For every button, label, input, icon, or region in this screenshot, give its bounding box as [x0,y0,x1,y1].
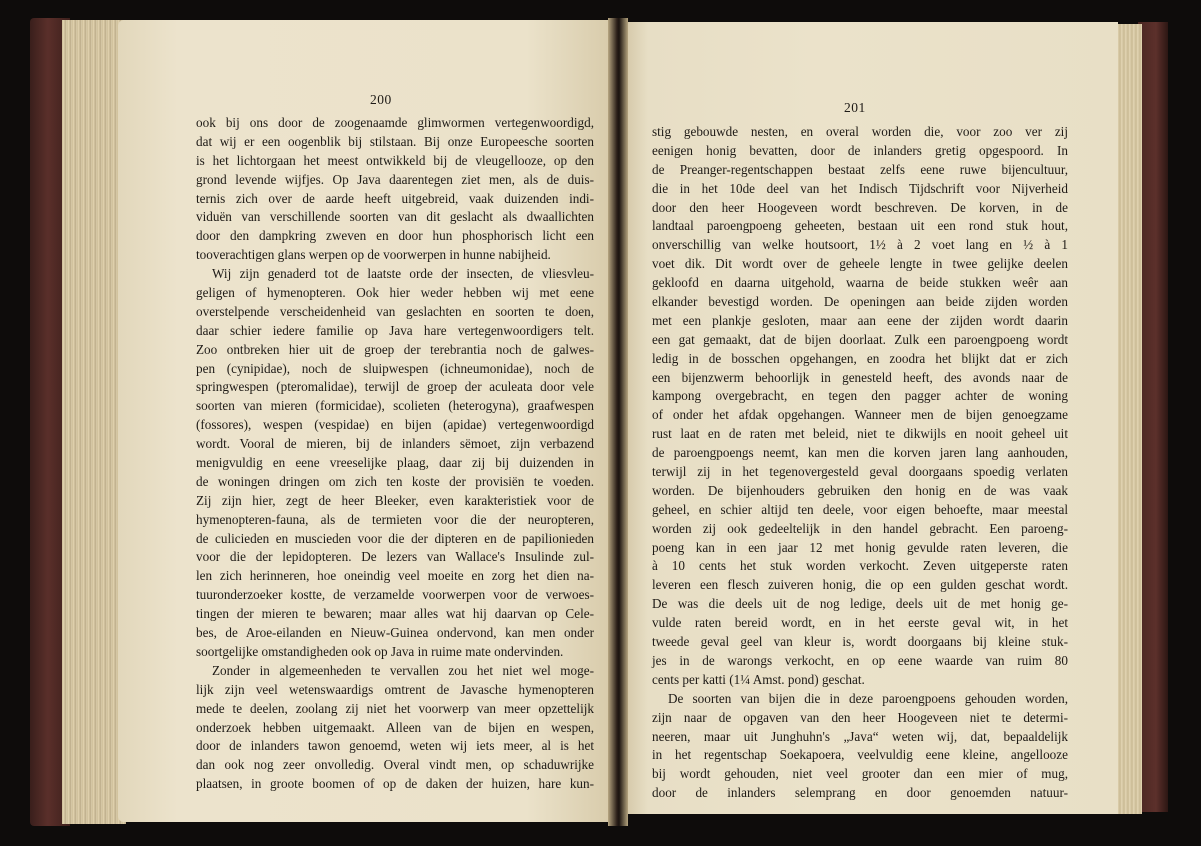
text-line: elkander bevestigd worden. De openingen aan beide zijden worden [652,294,1068,310]
text-line: voor die der lepidopteren. De lezers van Wallace's Insulinde zul- [196,549,594,565]
text-line: gekloofd en daarna uitgehold, waarna de beide stukken weêr aan [652,275,1068,291]
text-line: grond levende wijfjes. Op Java daarentegen ziet men, als de duis- [196,171,594,187]
text-line: bes, de Aroe-eilanden en Nieuw-Guinea ondervond, kan men onder [196,625,594,641]
text-line: vulde raten bereid wordt, en in het eerste geval wit, in het [652,615,1068,631]
text-line: menigvuldig en eene vreeselijke plaag, daar zij bij duizenden in [196,455,594,471]
text-line: de Preanger-regentschappen bestaat zelfs eene ruwe bijencultuur, [652,161,1068,177]
text-line: geligen of hymenopteren. Ook hier weder hebben wij met eene [196,285,594,301]
text-line: à 10 cents het stuk worden verkocht. Zeven uitgeperste raten [652,558,1068,574]
text-line: ledig in de bosschen opgehangen, en zoodra het blijkt dat er zich [652,350,1068,366]
text-line: mede te deelen, zoolang zij niet het voorwerp van meer opzettelijk [196,700,594,716]
text-line: worden zij ook gedeeltelijk in den handel gebracht. Een paroeng- [652,520,1068,536]
text-line: Zonder in algemeenheden te vervallen zou het niet wel moge- [212,662,594,678]
text-line: tooverachtigen glans werpen op de voorwerpen in hunne nabijheid. [196,247,551,263]
text-line: stig gebouwde nesten, en overal worden die, voor zoo ver zij [652,124,1068,139]
text-line: bij wordt gehouden, niet veel grooter dan een mier of mug, [652,766,1068,782]
text-line: soortgelijke omstandigheden ook op Java in ruime mate ondervinden. [196,643,564,659]
text-line: lijk zijn veel wetenswaardigs omtrent de Javasche hymenopteren [196,681,594,697]
text-line: neeren, maar uit Junghuhn's „Java“ weten wij, dat, bepaaldelijk [652,728,1068,744]
text-line: door de inlanders tawon genoemd, weten wij iets meer, al is het [196,738,594,754]
text-line: tingen der mieren te bewaren; maar alles wat hij daarvan op Cele- [196,606,594,622]
text-line: tuuronderzoeker kostte, de verzamelde voorwerpen voor de verwoes- [196,587,594,603]
text-line: leveren een flesch zuiveren honig, die op een gulden geschat wordt. [652,577,1068,593]
text-line: soorten van mieren (formicidae), scolieten (heterogyna), graafwespen [196,398,594,414]
text-line: landtaal paroengpoeng geheeten, bestaan uit een rond stuk hout, [652,218,1068,234]
right-page [618,22,1118,814]
text-line: De was die deels uit de nog ledige, deels uit de met honig ge- [652,596,1068,612]
page-number-right: 201 [844,100,866,115]
text-line: ternis zich over de aarde heeft uitgebreid, vaak duizenden indi- [196,190,594,206]
text-line: dan ook nog zeer onvolledig. Overal vindt men, op schaduwrijke [196,757,594,773]
text-line: een bijenzwerm behoorlijk in genesteld heeft, des avonds naar de [652,369,1068,385]
text-line: die in het 10de deel van het Indisch Tijdschrift voor Nijverheid [652,180,1068,196]
text-line: plaatsen, in groote boomen of op de daken der huizen, hare kun- [196,776,594,792]
book-gutter [608,18,628,826]
text-line: geheel, en schier altijd ten deele, voor eigen behoefte, maar meestal [652,501,1068,517]
text-line: eenigen honig bevatten, door de inlanders gretig opgespoord. In [652,142,1068,158]
text-line: overstelpende verscheidenheid van geslachten en soorten te doen, [196,303,594,319]
text-line: dat wij er een oogenblik bij stilstaan. Bij onze Europeesche soorten [196,133,594,149]
text-line: pen (cynipidae), noch de sluipwespen (ichneumonidae), noch de [196,360,594,376]
text-line: in het regentschap Soekapoera, veelvuldig eene kleine, angellooze [652,747,1068,763]
text-line: springwespen (pteromalidae), terwijl de groep der aculeata door vele [196,379,594,395]
page-number-left: 200 [370,92,392,107]
text-line: de woningen dringen om zich ten koste der provisiën te voeden. [196,473,594,489]
text-line: terwijl zij in het tegenovergesteld geval doorgaans spoedig verlaten [652,464,1068,480]
text-line: is het lichtorgaan het meest ontwikkeld bij de vleugellooze, op den [196,152,594,168]
text-line: tweede geval geel van kleur is, wordt doorgaans bij kleine stuk- [652,634,1068,650]
text-line: de culicieden en muscieden voor die der dipteren en de papilionieden [196,530,594,546]
text-line: rust laat en de raten met beleid, niet te dikwijls en nooit geheel uit [652,426,1068,442]
text-line: door de inlanders selemprang en door genoemden natuur- [652,785,1068,801]
text-line: De soorten van bijen die in deze paroengpoens gehouden worden, [668,690,1068,706]
text-line: met een plankje gesloten, maar aan eene der zijden wordt daarin [652,312,1068,328]
text-line: onverschillig van welke houtsoort, 1½ à 2 voet lang en ½ à 1 [652,237,1068,253]
text-line: len zich herinneren, hoe oneindig veel moeite en zorg het dien na- [196,568,594,584]
right-page-body [652,123,1068,803]
text-line: voet dik. Dit wordt over de geheele lengte in twee gelijke deelen [652,256,1068,272]
text-line: worden. De bijenhouders gebruiken den honig en de was vaak [652,482,1068,498]
left-page [118,20,616,822]
text-line: poeng kan in een jaar 12 met honig gevulde raten leveren, die [652,539,1068,555]
left-page-body [196,114,594,794]
text-line: de paroengpoengs neemt, kan men die korven jaren lang aanhouden, [652,445,1068,461]
text-line: ook bij ons door de zoogenaamde glimwormen vertegenwoordigd, [196,115,594,130]
text-line: wordt. Vooral de mieren, bij de inlanders sëmoet, zijn verbazend [196,436,594,452]
page-edges-left [62,20,126,824]
text-line: viduën van verschillende soorten van dit geslacht als dwaallichten [196,209,594,225]
text-line: jes in de warongs verkocht, en op eene waarde van ruim 80 [652,652,1068,668]
text-line: daar schier iedere familie op Java hare vertegenwoordigers telt. [196,322,594,338]
text-line: onderzoek hebben uitgemaakt. Alleen van de bijen en wespen, [196,719,594,735]
text-line: Zij zijn hier, zegt de heer Bleeker, even karakteristiek voor de [196,492,594,508]
text-line: door den heer Hoogeveen wordt beschreven. De korven, in de [652,199,1068,215]
text-line: kampong overgebracht, en tegen den pagger achter de woning [652,388,1068,404]
text-line: zijn naar de opgaven van den heer Hoogeveen niet te determi- [652,709,1068,725]
text-line: door den dampkring zweven en door hun phosphorisch licht een [196,228,594,244]
text-line: Zoo ontbreken hier uit de groep der terebrantia noch de galwes- [196,341,594,357]
page-edges-right [1114,24,1142,814]
text-line: of onder het afdak opgehangen. Wanneer men de bijen genoegzame [652,407,1068,423]
text-line: hymenopteren-fauna, als de termieten voor die der neuropteren, [196,511,594,527]
text-line: (fossores), wespen (vespidae) en bijen (apidae) vertegenwoordigd [196,417,594,433]
text-line: cents per katti (1¼ Amst. pond) geschat. [652,671,865,687]
book-cover-right [1138,22,1168,812]
text-line: een gat gemaakt, dat de bijen doorlaat. Zulk een paroengpoeng wordt [652,331,1068,347]
text-line: Wij zijn genaderd tot de laatste orde der insecten, de vliesvleu- [212,266,594,282]
